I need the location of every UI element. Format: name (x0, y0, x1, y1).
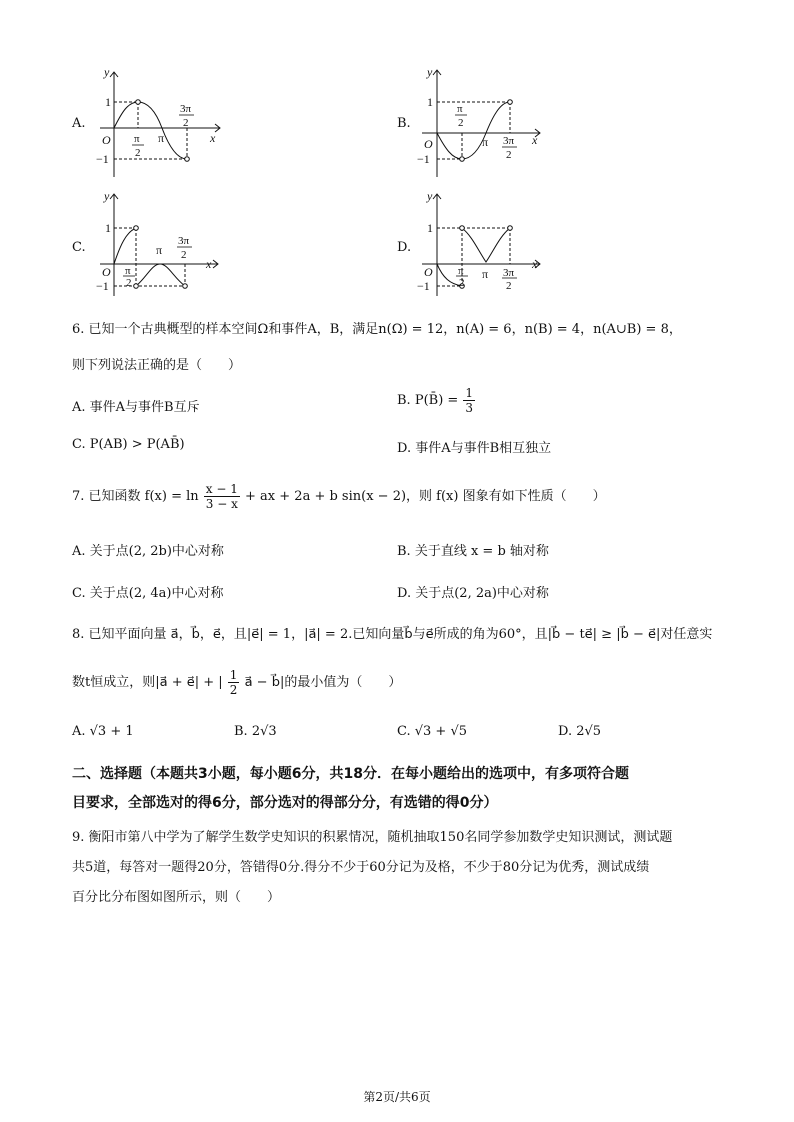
q7-fraction-numerator: x − 1 (205, 482, 238, 496)
q7-stem (72, 482, 606, 511)
graph-option-b (412, 62, 562, 182)
pi-label: π (482, 267, 489, 281)
three-pi-over-2-num: 3π (503, 267, 515, 279)
three-pi-over-2-den: 2 (506, 280, 512, 292)
one-label: 1 (105, 95, 111, 109)
q8-stem-line2 (72, 668, 401, 697)
pi-label: π (482, 135, 489, 149)
q6-option-c: C. P(AB) > P(AB̄) (72, 437, 185, 452)
q7-option-b: B. 关于直线 x = b 轴对称 (397, 544, 549, 559)
one-label: 1 (427, 95, 433, 109)
graph-option-d-label: D. (397, 240, 412, 255)
pi-label: π (156, 243, 163, 257)
q8-option-a: A. √3 + 1 (72, 724, 134, 739)
pi-over-2-den: 2 (135, 147, 141, 159)
q8-option-c: C. √3 + √5 (397, 724, 468, 739)
q7-stem-suffix: + ax + 2a + b sin(x − 2)，则 f(x) 图象有如下性质（ ） (245, 489, 606, 504)
three-pi-over-2-num: 3π (180, 103, 192, 115)
x-axis-label: x (532, 133, 538, 147)
q8-option-d: D. 2√5 (558, 724, 602, 739)
three-pi-over-2-den: 2 (181, 249, 187, 261)
page-footer: 第2页/共6页 (363, 1090, 431, 1104)
q8-fraction-denominator: 2 (229, 683, 238, 697)
graph-option-d (412, 186, 562, 298)
graph-option-a (90, 62, 240, 182)
q7-fraction (204, 482, 240, 511)
q9-stem-line3: 百分比分布图如图所示，则（ ） (72, 890, 281, 905)
q6-option-b (397, 386, 476, 415)
neg-one-label: −1 (417, 152, 430, 166)
one-label: 1 (105, 221, 111, 235)
q7-stem-prefix: 7. 已知函数 f(x) = ln (72, 489, 199, 504)
y-axis-label: y (104, 65, 110, 79)
neg-one-label: −1 (417, 279, 430, 293)
q9-stem-line1: 9. 衡阳市第八中学为了解学生数学史知识的积累情况，随机抽取150名同学参加数学史知识测试，测试题 (72, 830, 673, 845)
pi-over-2-num: π (134, 133, 140, 145)
q6-option-b-denominator: 3 (465, 401, 474, 415)
graph-option-c (90, 186, 240, 298)
x-axis-label: x (210, 131, 216, 145)
three-pi-over-2-den: 2 (506, 149, 512, 161)
pi-over-2-den: 2 (458, 117, 464, 129)
three-pi-over-2-den: 2 (183, 117, 189, 129)
origin-label: O (102, 265, 111, 279)
origin-label: O (424, 265, 433, 279)
q8-stem-line2-prefix: 数t恒成立，则|a⃗ + e⃗| + | (72, 675, 223, 690)
q7-fraction-denominator: 3 − x (205, 497, 238, 511)
q6-stem-line1: 6. 已知一个古典概型的样本空间Ω和事件A，B，满足n(Ω) = 12，n(A) = 6，n(B) = 4，n(A∪B) = 8， (72, 322, 682, 337)
three-pi-over-2-num: 3π (178, 235, 190, 247)
q8-option-b: B. 2√3 (234, 724, 277, 739)
q8-fraction-numerator: 1 (229, 668, 238, 682)
q7-option-d: D. 关于点(2, 2a)中心对称 (397, 586, 549, 601)
pi-over-2-num: π (458, 265, 464, 277)
pi-label: π (158, 131, 165, 145)
one-label: 1 (427, 221, 433, 235)
graph-option-b-label: B. (397, 116, 411, 131)
pi-over-2-num: π (457, 103, 463, 115)
section-2-heading-line1: 二、选择题（本题共3小题，每小题6分，共18分．在每小题给出的选项中，有多项符合题 (72, 766, 629, 782)
neg-one-label: −1 (96, 279, 109, 293)
q6-option-d: D. 事件A与事件B相互独立 (397, 441, 552, 456)
q8-stem-line2-suffix: a⃗ − b⃗|的最小值为（ ） (244, 675, 402, 690)
q8-fraction (228, 668, 240, 697)
q6-option-b-numerator: 1 (465, 386, 474, 400)
graph-option-c-label: C. (72, 240, 86, 255)
q6-option-b-prefix: B. P(B̄) = (397, 393, 463, 408)
x-axis-label: x (532, 257, 538, 271)
y-axis-label: y (427, 65, 433, 79)
y-axis-label: y (104, 189, 110, 203)
pi-over-2-den: 2 (459, 277, 465, 289)
neg-one-label: −1 (96, 152, 109, 166)
q6-option-b-fraction (463, 386, 475, 415)
q8-stem-line1: 8. 已知平面向量 a⃗，b⃗，e⃗，且|e⃗| = 1，|a⃗| = 2.已知向量b⃗与e⃗所成的角为60°，且|b⃗ − te⃗| ≥ |b⃗ − e⃗|对任意实 (72, 627, 713, 642)
q9-stem-line2: 共5道，每答对一题得20分，答错得0分.得分不少于60分记为及格，不少于80分记为优秀，测试成绩 (72, 860, 650, 875)
q6-option-a: A. 事件A与事件B互斥 (72, 400, 200, 415)
section-2-heading-line2: 目要求，全部选对的得6分，部分选对的得部分分，有选错的得0分） (72, 795, 498, 811)
y-axis-label: y (427, 189, 433, 203)
origin-label: O (102, 133, 111, 147)
q6-stem-line2: 则下列说法正确的是（ ） (72, 358, 242, 373)
three-pi-over-2-num: 3π (503, 135, 515, 147)
pi-over-2-num: π (125, 265, 131, 277)
q7-option-a: A. 关于点(2, 2b)中心对称 (72, 544, 224, 559)
graph-option-a-label: A. (72, 116, 86, 131)
x-axis-label: x (206, 257, 212, 271)
q7-option-c: C. 关于点(2, 4a)中心对称 (72, 586, 224, 601)
pi-over-2-den: 2 (126, 277, 132, 289)
origin-label: O (424, 137, 433, 151)
